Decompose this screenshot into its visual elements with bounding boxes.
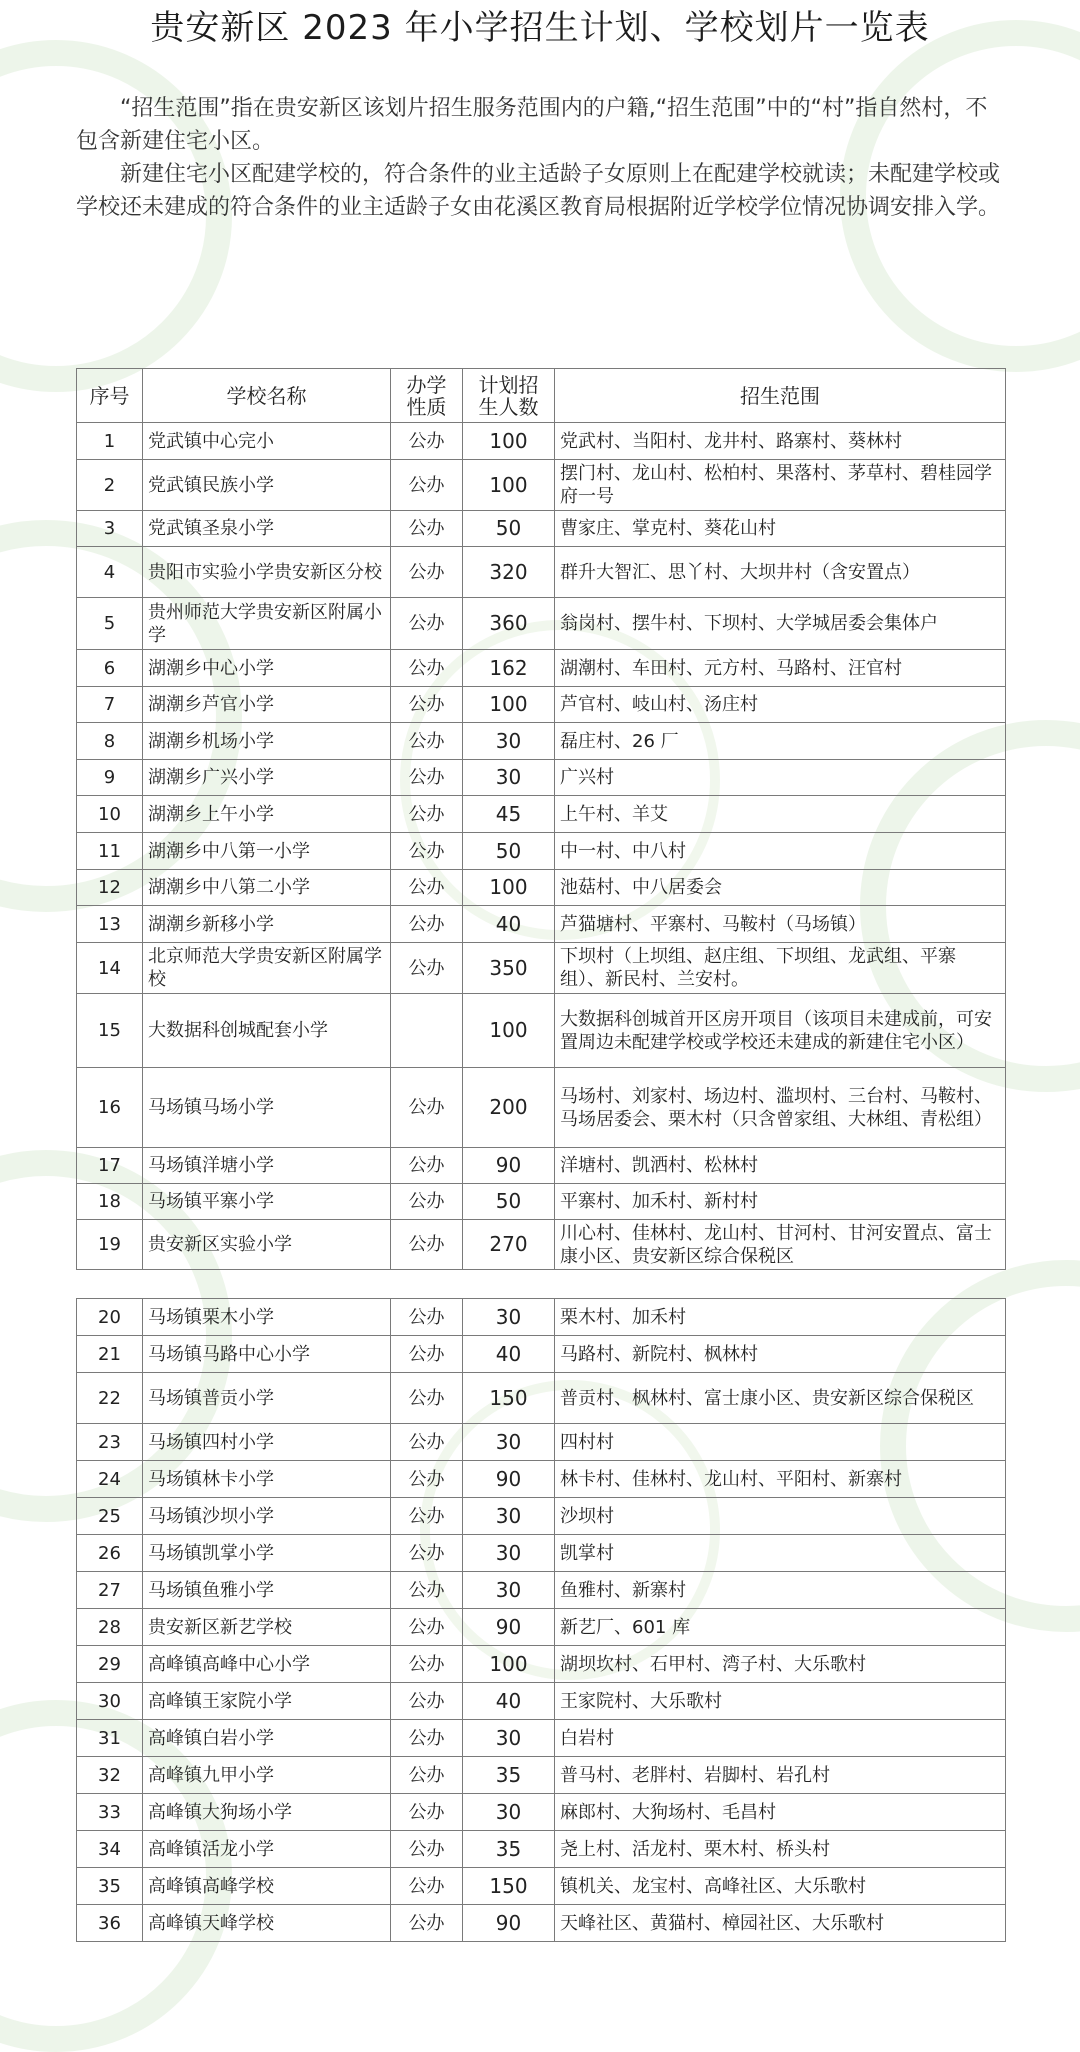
school-nature: 公办 (391, 547, 463, 598)
school-quota: 30 (463, 1498, 555, 1535)
school-range: 平寨村、加禾村、新村村 (555, 1184, 1006, 1220)
school-quota: 200 (463, 1068, 555, 1148)
table-row (77, 423, 1006, 460)
school-quota: 30 (463, 1535, 555, 1572)
school-no: 35 (77, 1868, 143, 1905)
table-row (77, 1683, 1006, 1720)
school-name: 党武镇民族小学 (143, 460, 391, 511)
school-nature: 公办 (391, 1535, 463, 1572)
school-nature: 公办 (391, 1794, 463, 1831)
school-name: 高峰镇九甲小学 (143, 1757, 391, 1794)
school-nature: 公办 (391, 1572, 463, 1609)
school-no: 28 (77, 1609, 143, 1646)
school-range: 林卡村、佳林村、龙山村、平阳村、新寨村 (555, 1461, 1006, 1498)
table-row (77, 598, 1006, 650)
school-range: 摆门村、龙山村、松柏村、果落村、茅草村、碧桂园学府一号 (555, 460, 1006, 511)
school-nature: 公办 (391, 687, 463, 723)
school-name: 贵安新区实验小学 (143, 1220, 391, 1270)
school-range: 普贡村、枫林村、富士康小区、贵安新区综合保税区 (555, 1373, 1006, 1424)
school-nature: 公办 (391, 1683, 463, 1720)
school-name: 湖潮乡中心小学 (143, 650, 391, 687)
school-quota: 270 (463, 1220, 555, 1270)
school-quota: 90 (463, 1905, 555, 1942)
school-range: 栗木村、加禾村 (555, 1299, 1006, 1336)
school-no: 20 (77, 1299, 143, 1336)
table-row (77, 994, 1006, 1068)
school-no: 25 (77, 1498, 143, 1535)
table-row (77, 1720, 1006, 1757)
school-name: 贵阳市实验小学贵安新区分校 (143, 547, 391, 598)
school-quota: 100 (463, 687, 555, 723)
school-range: 凯掌村 (555, 1535, 1006, 1572)
school-name: 湖潮乡中八第二小学 (143, 870, 391, 906)
school-quota: 50 (463, 1184, 555, 1220)
school-no: 29 (77, 1646, 143, 1683)
school-name: 马场镇马路中心小学 (143, 1336, 391, 1373)
table-row (77, 870, 1006, 906)
school-nature: 公办 (391, 833, 463, 870)
school-range: 湖潮村、车田村、元方村、马路村、汪官村 (555, 650, 1006, 687)
school-nature: 公办 (391, 1831, 463, 1868)
intro-paragraph: “招生范围”指在贵安新区该划片招生服务范围内的户籍,“招生范围”中的“村”指自然村，不包含新建住宅小区。 (76, 96, 988, 154)
intro-paragraph: 新建住宅小区配建学校的，符合条件的业主适龄子女原则上在配建学校就读；未配建学校或学校还未建成的符合条件的业主适龄子女由花溪区教育局根据附近学校学位情况协调安排入学。 (76, 162, 1001, 220)
school-range: 尧上村、活龙村、栗木村、桥头村 (555, 1831, 1006, 1868)
school-quota: 100 (463, 870, 555, 906)
school-nature: 公办 (391, 1757, 463, 1794)
school-nature: 公办 (391, 1720, 463, 1757)
school-quota: 35 (463, 1831, 555, 1868)
school-range: 翁岗村、摆牛村、下坝村、大学城居委会集体户 (555, 598, 1006, 650)
school-no: 2 (77, 460, 143, 511)
school-range: 天峰社区、黄猫村、樟园社区、大乐歌村 (555, 1905, 1006, 1942)
table-row (77, 1646, 1006, 1683)
school-no: 24 (77, 1461, 143, 1498)
table-row (77, 1868, 1006, 1905)
school-range: 上午村、羊艾 (555, 796, 1006, 833)
school-range: 白岩村 (555, 1720, 1006, 1757)
school-nature: 公办 (391, 1148, 463, 1184)
school-quota: 90 (463, 1148, 555, 1184)
header-no: 序号 (77, 369, 143, 423)
school-range: 池菇村、中八居委会 (555, 870, 1006, 906)
school-nature: 公办 (391, 1905, 463, 1942)
header-quota: 计划招 生人数 (463, 369, 555, 423)
school-nature: 公办 (391, 870, 463, 906)
school-quota: 90 (463, 1609, 555, 1646)
school-nature: 公办 (391, 1424, 463, 1461)
school-no: 17 (77, 1148, 143, 1184)
school-quota: 100 (463, 460, 555, 511)
school-range: 党武村、当阳村、龙井村、路寨村、葵林村 (555, 423, 1006, 460)
school-no: 1 (77, 423, 143, 460)
school-no: 12 (77, 870, 143, 906)
school-quota: 30 (463, 1299, 555, 1336)
school-no: 5 (77, 598, 143, 650)
enrollment-table-part2 (76, 1298, 1006, 1942)
school-quota: 50 (463, 833, 555, 870)
table-row (77, 1572, 1006, 1609)
school-nature: 公办 (391, 796, 463, 833)
school-quota: 150 (463, 1868, 555, 1905)
school-name: 马场镇沙坝小学 (143, 1498, 391, 1535)
school-range: 中一村、中八村 (555, 833, 1006, 870)
intro-text (76, 92, 1006, 224)
table-row (77, 1424, 1006, 1461)
school-name: 高峰镇大狗场小学 (143, 1794, 391, 1831)
table-row (77, 1336, 1006, 1373)
school-name: 湖潮乡广兴小学 (143, 760, 391, 796)
table-row (77, 1148, 1006, 1184)
school-quota: 40 (463, 1683, 555, 1720)
school-name: 湖潮乡中八第一小学 (143, 833, 391, 870)
school-quota: 360 (463, 598, 555, 650)
school-no: 18 (77, 1184, 143, 1220)
school-name: 马场镇普贡小学 (143, 1373, 391, 1424)
school-nature: 公办 (391, 1220, 463, 1270)
school-no: 9 (77, 760, 143, 796)
school-no: 3 (77, 511, 143, 547)
school-name: 党武镇圣泉小学 (143, 511, 391, 547)
school-quota: 30 (463, 1424, 555, 1461)
table-row (77, 1794, 1006, 1831)
school-no: 7 (77, 687, 143, 723)
school-range: 镇机关、龙宝村、高峰社区、大乐歌村 (555, 1868, 1006, 1905)
school-quota: 350 (463, 943, 555, 994)
table-row (77, 1831, 1006, 1868)
table-row (77, 460, 1006, 511)
school-quota: 150 (463, 1373, 555, 1424)
school-name: 马场镇马场小学 (143, 1068, 391, 1148)
school-range: 广兴村 (555, 760, 1006, 796)
table-row (77, 943, 1006, 994)
school-nature: 公办 (391, 760, 463, 796)
school-quota: 45 (463, 796, 555, 833)
school-range: 磊庄村、26 厂 (555, 723, 1006, 760)
school-name: 湖潮乡上午小学 (143, 796, 391, 833)
school-quota: 30 (463, 1720, 555, 1757)
header-nature: 办学 性质 (391, 369, 463, 423)
table-row (77, 1535, 1006, 1572)
school-no: 23 (77, 1424, 143, 1461)
school-quota: 162 (463, 650, 555, 687)
table-row (77, 1299, 1006, 1336)
school-no: 6 (77, 650, 143, 687)
table-row (77, 687, 1006, 723)
school-no: 8 (77, 723, 143, 760)
school-nature: 公办 (391, 1868, 463, 1905)
school-quota: 50 (463, 511, 555, 547)
table-row (77, 1184, 1006, 1220)
school-range: 马场村、刘家村、场边村、滥坝村、三台村、马鞍村、马场居委会、栗木村（只含曾家组、大林组、青松组） (555, 1068, 1006, 1148)
school-nature (391, 994, 463, 1068)
school-name: 马场镇栗木小学 (143, 1299, 391, 1336)
school-name: 高峰镇活龙小学 (143, 1831, 391, 1868)
school-no: 16 (77, 1068, 143, 1148)
header-range: 招生范围 (555, 369, 1006, 423)
table-row (77, 650, 1006, 687)
school-range: 鱼雅村、新寨村 (555, 1572, 1006, 1609)
table-row (77, 906, 1006, 943)
school-nature: 公办 (391, 460, 463, 511)
table-row (77, 1373, 1006, 1424)
school-no: 14 (77, 943, 143, 994)
school-nature: 公办 (391, 1336, 463, 1373)
school-nature: 公办 (391, 1184, 463, 1220)
school-quota: 40 (463, 906, 555, 943)
school-nature: 公办 (391, 598, 463, 650)
school-range: 洋塘村、凯洒村、松林村 (555, 1148, 1006, 1184)
school-no: 36 (77, 1905, 143, 1942)
school-range: 川心村、佳林村、龙山村、甘河村、甘河安置点、富士康小区、贵安新区综合保税区 (555, 1220, 1006, 1270)
school-nature: 公办 (391, 1646, 463, 1683)
school-no: 21 (77, 1336, 143, 1373)
school-range: 王家院村、大乐歌村 (555, 1683, 1006, 1720)
table-row (77, 833, 1006, 870)
school-no: 31 (77, 1720, 143, 1757)
school-name: 北京师范大学贵安新区附属学校 (143, 943, 391, 994)
school-nature: 公办 (391, 1373, 463, 1424)
school-range: 下坝村（上坝组、赵庄组、下坝组、龙武组、平寨组）、新民村、兰安村。 (555, 943, 1006, 994)
school-quota: 100 (463, 994, 555, 1068)
school-no: 34 (77, 1831, 143, 1868)
table-row (77, 1498, 1006, 1535)
school-quota: 30 (463, 723, 555, 760)
table-row (77, 1609, 1006, 1646)
school-name: 高峰镇白岩小学 (143, 1720, 391, 1757)
page-title: 贵安新区 2023 年小学招生计划、学校划片一览表 (150, 8, 930, 48)
school-name: 贵州师范大学贵安新区附属小学 (143, 598, 391, 650)
school-quota: 100 (463, 1646, 555, 1683)
school-name: 马场镇洋塘小学 (143, 1148, 391, 1184)
table-row (77, 1905, 1006, 1942)
school-name: 党武镇中心完小 (143, 423, 391, 460)
school-nature: 公办 (391, 423, 463, 460)
school-no: 32 (77, 1757, 143, 1794)
school-nature: 公办 (391, 1068, 463, 1148)
school-name: 湖潮乡芦官小学 (143, 687, 391, 723)
school-name: 湖潮乡新移小学 (143, 906, 391, 943)
school-no: 15 (77, 994, 143, 1068)
school-no: 33 (77, 1794, 143, 1831)
school-name: 高峰镇高峰中心小学 (143, 1646, 391, 1683)
school-range: 沙坝村 (555, 1498, 1006, 1535)
school-nature: 公办 (391, 943, 463, 994)
school-name: 湖潮乡机场小学 (143, 723, 391, 760)
school-nature: 公办 (391, 723, 463, 760)
school-range: 湖坝坎村、石甲村、湾子村、大乐歌村 (555, 1646, 1006, 1683)
school-range: 四村村 (555, 1424, 1006, 1461)
school-range: 麻郎村、大狗场村、毛昌村 (555, 1794, 1006, 1831)
table-row (77, 796, 1006, 833)
table-row (77, 1220, 1006, 1270)
school-quota: 320 (463, 547, 555, 598)
school-name: 马场镇林卡小学 (143, 1461, 391, 1498)
table-row (77, 723, 1006, 760)
school-no: 4 (77, 547, 143, 598)
school-no: 27 (77, 1572, 143, 1609)
school-nature: 公办 (391, 1609, 463, 1646)
school-no: 11 (77, 833, 143, 870)
table-row (77, 547, 1006, 598)
school-range: 马路村、新院村、枫林村 (555, 1336, 1006, 1373)
school-quota: 90 (463, 1461, 555, 1498)
school-nature: 公办 (391, 1461, 463, 1498)
school-quota: 100 (463, 423, 555, 460)
school-quota: 40 (463, 1336, 555, 1373)
school-nature: 公办 (391, 1299, 463, 1336)
school-nature: 公办 (391, 906, 463, 943)
school-quota: 35 (463, 1757, 555, 1794)
school-range: 群升大智汇、思丫村、大坝井村（含安置点） (555, 547, 1006, 598)
school-range: 大数据科创城首开区房开项目（该项目未建成前，可安置周边未配建学校或学校还未建成的新建住宅小区） (555, 994, 1006, 1068)
school-no: 30 (77, 1683, 143, 1720)
school-no: 26 (77, 1535, 143, 1572)
school-no: 19 (77, 1220, 143, 1270)
school-name: 马场镇鱼雅小学 (143, 1572, 391, 1609)
school-range: 普马村、老胖村、岩脚村、岩孔村 (555, 1757, 1006, 1794)
table-row (77, 1461, 1006, 1498)
school-quota: 30 (463, 1794, 555, 1831)
school-no: 13 (77, 906, 143, 943)
school-no: 10 (77, 796, 143, 833)
school-name: 马场镇凯掌小学 (143, 1535, 391, 1572)
table-row (77, 1757, 1006, 1794)
school-name: 高峰镇天峰学校 (143, 1905, 391, 1942)
school-name: 马场镇平寨小学 (143, 1184, 391, 1220)
table-row (77, 1068, 1006, 1148)
school-nature: 公办 (391, 511, 463, 547)
school-range: 芦官村、岐山村、汤庄村 (555, 687, 1006, 723)
school-range: 芦猫塘村、平寨村、马鞍村（马场镇） (555, 906, 1006, 943)
school-no: 22 (77, 1373, 143, 1424)
school-range: 新艺厂、601 库 (555, 1609, 1006, 1646)
school-name: 大数据科创城配套小学 (143, 994, 391, 1068)
school-name: 马场镇四村小学 (143, 1424, 391, 1461)
table-header-row (77, 369, 1006, 423)
header-school-name: 学校名称 (143, 369, 391, 423)
school-range: 曹家庄、掌克村、葵花山村 (555, 511, 1006, 547)
school-nature: 公办 (391, 1498, 463, 1535)
enrollment-table-part1 (76, 368, 1006, 1270)
school-nature: 公办 (391, 650, 463, 687)
table-row (77, 760, 1006, 796)
table-row (77, 511, 1006, 547)
school-name: 高峰镇王家院小学 (143, 1683, 391, 1720)
school-name: 高峰镇高峰学校 (143, 1868, 391, 1905)
school-name: 贵安新区新艺学校 (143, 1609, 391, 1646)
school-quota: 30 (463, 760, 555, 796)
school-quota: 30 (463, 1572, 555, 1609)
